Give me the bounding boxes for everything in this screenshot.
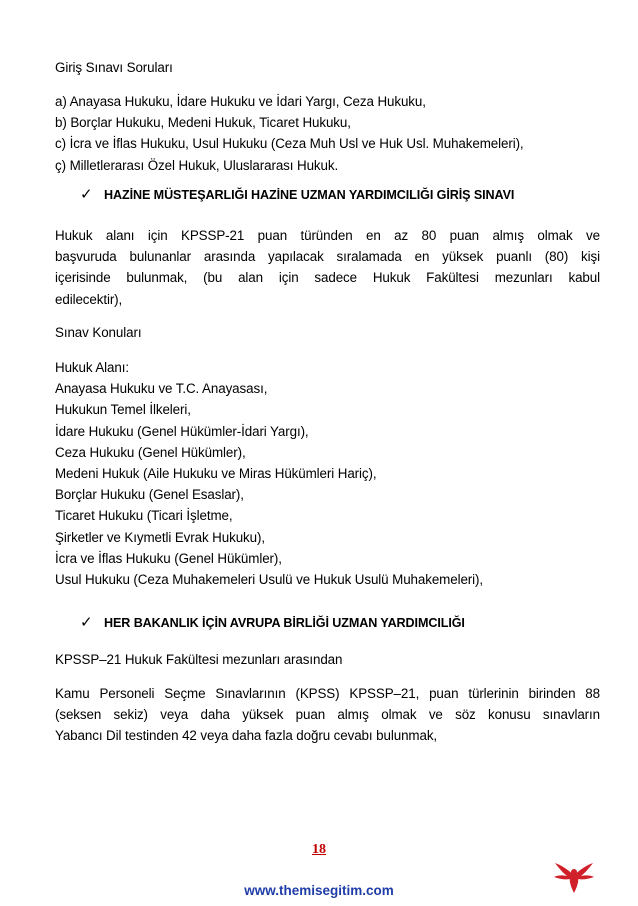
list-item: Şirketler ve Kıymetli Evrak Hukuku), (55, 529, 265, 545)
intro-item: a) Anayasa Hukuku, İdare Hukuku ve İdari Yargı, Ceza Hukuku, (55, 94, 426, 109)
section1-heading-row (80, 185, 514, 205)
paragraph-line: başvuruda bulunanlar arasında yapılacak sıralamada en yüksek puanlı (80) kişi (55, 249, 600, 265)
section2-heading-row (80, 613, 465, 633)
subjects-title: Sınav Konuları (55, 325, 142, 340)
area-list (55, 357, 600, 590)
list-item: Medeni Hukuk (Aile Hukuku ve Miras Hükümleri Hariç), (55, 466, 377, 482)
paragraph-line: Yabancı Dil testinden 42 veya daha fazla doğru cevabı bulunmak, (55, 728, 438, 744)
intro-item: c) İcra ve İflas Hukuku, Usul Hukuku (Ceza Muh Usl ve Huk Usl. Muhakemeleri), (55, 136, 524, 152)
list-item: Hukukun Temel İlkeleri, (55, 402, 191, 418)
footer-url[interactable]: www.themisegitim.com (244, 883, 394, 898)
list-item: İdare Hukuku (Genel Hükümler-İdari Yargı), (55, 423, 309, 439)
area-title: Hukuk Alanı: (55, 360, 129, 375)
section2-line1-block (55, 649, 600, 670)
checkmark-icon: ✓ (80, 614, 93, 631)
list-item: Borçlar Hukuku (Genel Esaslar), (55, 487, 244, 503)
checkmark-icon: ✓ (80, 186, 93, 203)
list-item: Ceza Hukuku (Genel Hükümler), (55, 444, 246, 460)
section2-line1: KPSSP–21 Hukuk Fakültesi mezunları arasından (55, 652, 343, 667)
section1-paragraph (55, 225, 600, 310)
paragraph-line: içerisinde bulunmak, (bu alan için sadece Hukuk Fakültesi mezunları kabul (55, 270, 600, 286)
intro-block (55, 57, 600, 78)
section2-paragraph (55, 683, 600, 747)
intro-list (55, 91, 600, 176)
subjects-title-block (55, 322, 600, 343)
intro-title: Giriş Sınavı Soruları (55, 60, 173, 75)
section1-heading: HAZİNE MÜSTEŞARLIĞI HAZİNE UZMAN YARDIMCILIĞI GİRİŞ SINAVI (104, 188, 515, 202)
paragraph-line: edilecektir), (55, 291, 123, 307)
paragraph-line: Hukuk alanı için KPSSP-21 puan türünden en az 80 puan almış olmak ve (55, 228, 600, 243)
list-item: Ticaret Hukuku (Ticari İşletme, (55, 508, 233, 524)
intro-item: b) Borçlar Hukuku, Medeni Hukuk, Ticaret Hukuku, (55, 115, 351, 131)
section2-heading: HER BAKANLIK İÇİN AVRUPA BİRLİĞİ UZMAN YARDIMCILIĞI (104, 616, 465, 630)
intro-item: ç) Milletlerarası Özel Hukuk, Uluslararası Hukuk. (55, 157, 339, 173)
red-eagle-logo-icon (553, 855, 595, 897)
list-item: Anayasa Hukuku ve T.C. Anayasası, (55, 381, 268, 397)
list-item: Usul Hukuku (Ceza Muhakemeleri Usulü ve Hukuk Usulü Muhakemeleri), (55, 572, 484, 588)
page-number: 18 (312, 842, 326, 857)
paragraph-line: Kamu Personeli Seçme Sınavlarının (KPSS) KPSSP–21, puan türlerinin birinden 88 (55, 686, 600, 701)
paragraph-line: (seksen sekiz) veya daha yüksek puan almış olmak ve söz konusu sınavların (55, 707, 600, 723)
list-item: İcra ve İflas Hukuku (Genel Hükümler), (55, 550, 282, 566)
